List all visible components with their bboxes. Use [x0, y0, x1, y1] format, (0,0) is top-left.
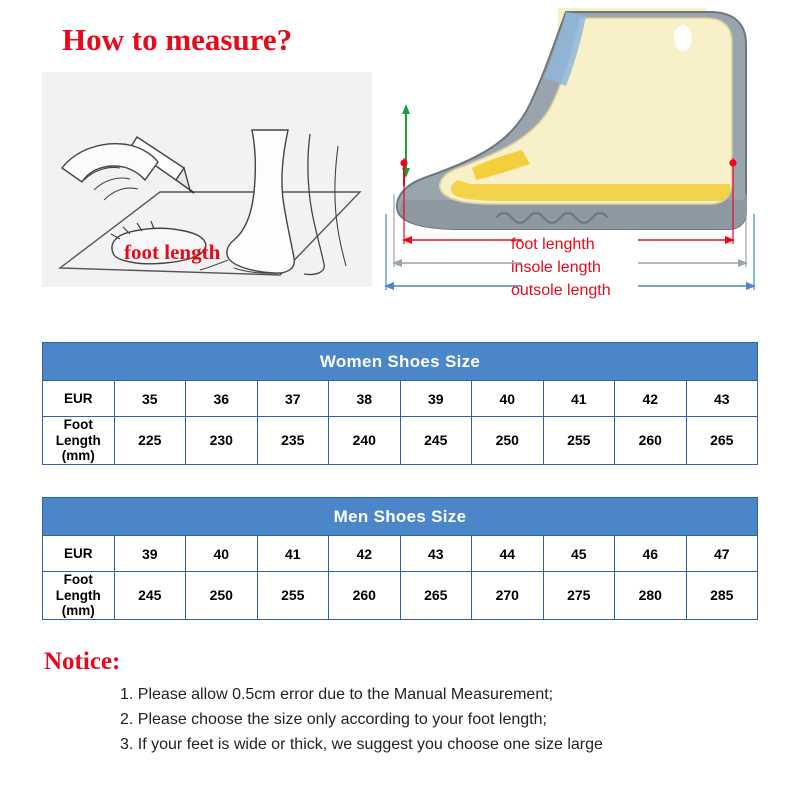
measure-illustration-right	[380, 8, 780, 308]
table-cell: 245	[400, 417, 472, 465]
table-cell: 285	[686, 572, 758, 620]
row-label-foot-length	[43, 417, 115, 465]
table-cell: 43	[400, 536, 472, 572]
table-cell: 47	[686, 536, 758, 572]
table-row	[43, 381, 758, 417]
row-label-eur: EUR	[43, 536, 115, 572]
table-cell: 46	[615, 536, 687, 572]
table-cell: 245	[114, 572, 186, 620]
table-cell: 42	[329, 536, 401, 572]
women-table-title: Women Shoes Size	[43, 343, 758, 381]
table-cell: 37	[257, 381, 329, 417]
table-row	[43, 536, 758, 572]
table-cell: 265	[400, 572, 472, 620]
row-label-eur: EUR	[43, 381, 115, 417]
table-row	[43, 572, 758, 620]
notice-title: Notice:	[44, 648, 121, 675]
table-cell: 235	[257, 417, 329, 465]
table-cell: 275	[543, 572, 615, 620]
row-label-foot-length	[43, 572, 115, 620]
table-cell: 40	[472, 381, 544, 417]
table-cell: 265	[686, 417, 758, 465]
label-foot-length: foot lenghth	[511, 236, 595, 253]
table-cell: 250	[472, 417, 544, 465]
table-cell: 39	[400, 381, 472, 417]
table-cell: 240	[329, 417, 401, 465]
table-header-row	[43, 343, 758, 381]
page-title: How to measure?	[62, 22, 293, 57]
table-cell: 230	[186, 417, 258, 465]
left-illustration-caption: foot length	[124, 240, 221, 264]
list-item: 3. If your feet is wide or thick, we suggest you choose one size large	[120, 736, 603, 753]
table-cell: 270	[472, 572, 544, 620]
table-cell: 41	[543, 381, 615, 417]
row-label-unit: (mm)	[61, 448, 95, 464]
row-label-text: Foot Length	[55, 417, 101, 448]
table-cell: 40	[186, 536, 258, 572]
table-cell: 45	[543, 536, 615, 572]
list-item: 2. Please choose the size only according to your foot length;	[120, 711, 547, 728]
men-shoes-size-table	[42, 497, 758, 620]
table-cell: 255	[543, 417, 615, 465]
table-cell: 42	[615, 381, 687, 417]
table-cell: 35	[114, 381, 186, 417]
table-cell: 39	[114, 536, 186, 572]
table-header-row	[43, 498, 758, 536]
table-cell: 260	[615, 417, 687, 465]
table-cell: 41	[257, 536, 329, 572]
measure-illustration-left	[42, 72, 372, 287]
table-cell: 225	[114, 417, 186, 465]
table-cell: 250	[186, 572, 258, 620]
table-cell: 260	[329, 572, 401, 620]
men-table-title: Men Shoes Size	[43, 498, 758, 536]
notice-list	[120, 682, 760, 757]
row-label-unit: (mm)	[61, 603, 95, 619]
table-cell: 280	[615, 572, 687, 620]
table-cell: 43	[686, 381, 758, 417]
list-item: 1. Please allow 0.5cm error due to the Manual Measurement;	[120, 686, 554, 703]
table-cell: 38	[329, 381, 401, 417]
table-cell: 255	[257, 572, 329, 620]
label-insole-length: insole length	[511, 259, 601, 276]
women-shoes-size-table	[42, 342, 758, 465]
label-outsole-length: outsole length	[511, 282, 611, 299]
table-cell: 44	[472, 536, 544, 572]
table-row	[43, 417, 758, 465]
table-cell: 36	[186, 381, 258, 417]
row-label-text: Foot Length	[55, 572, 101, 603]
